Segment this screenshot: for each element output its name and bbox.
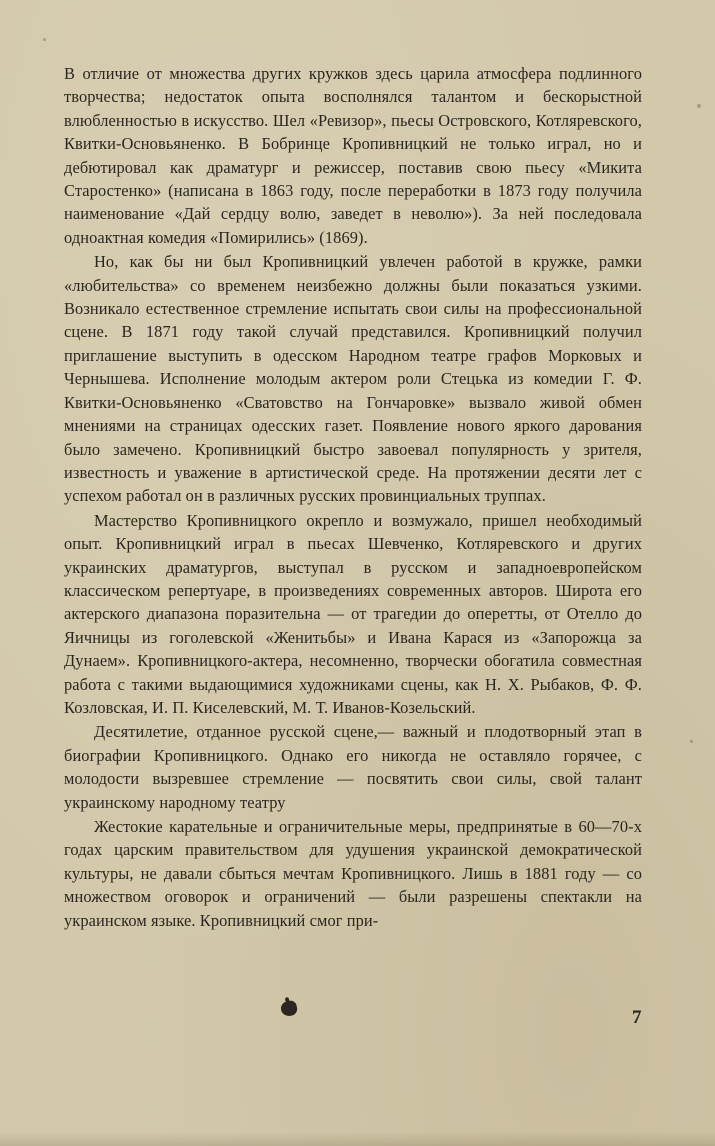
body-text	[64, 62, 642, 932]
paragraph-2: Но, как бы ни был Кропивницкий увлечен работой в кружке, рамки «любительства» со временем неизбежно должны были показаться узкими. Возникало естественное стремление испытать свои силы на профессиональной сцене. В 1871 году такой случай представился. Кропивницкий получил приглашение выступить в одесском Народном театре графов Морковых и Чернышева. Исполнение молодым актером роли Стецька из комедии Г. Ф. Квитки-Основьяненко «Сватовство на Гончаровке» вызвало живой обмен мнениями на страницах одесских газет. Появление нового яркого дарования было замечено. Кропивницкий быстро завоевал популярность у зрителя, известность и уважение в артистической среде. На протяжении десяти лет с успехом работал он в различных русских провинциальных труппах.	[64, 252, 642, 506]
paragraph-4: Десятилетие, отданное русской сцене,— важный и плодотворный этап в биографии Кропивницкого. Однако его никогда не оставляло горячее, с молодости вызревшее стремление — посвятить свои силы, свой талант украинскому народному театру	[64, 722, 642, 812]
paper-speck	[697, 104, 701, 108]
paper-speck	[690, 740, 693, 743]
paragraph-3: Мастерство Кропивницкого окрепло и возмужало, пришел необходимый опыт. Кропивницкий играл в пьесах Шевченко, Котляревского и других украинских драматургов, выступал в русском и западноевропейском классическом репертуаре, в произведениях современных авторов. Широта его актерского диапазона поразительна — от трагедии до оперетты, от Отелло до Яичницы из гоголевской «Женитьбы» и Ивана Карася из «Запорожца за Дунаем». Кропивницкого-актера, несомненно, творчески обогатила совместная работа с такими выдающимися художниками сцены, как Н. Х. Рыбаков, Ф. Ф. Козловская, И. П. Киселевский, М. Т. Иванов-Козельский.	[64, 510, 642, 717]
paragraph-5: Жестокие карательные и ограничительные меры, предпринятые в 60—70-х годах царским правительством для удушения украинской демократической культуры, не давали сбыться мечтам Кропивницкого. Лишь в 1881 году — со множеством оговорок и ограничений — были разрешены спектакли на украинском языке. Кропивницкий смог при-	[64, 817, 642, 930]
ink-blot-icon	[280, 1000, 299, 1018]
paper-speck	[43, 38, 46, 41]
page-number: 7	[632, 1007, 642, 1028]
paragraph-1: В отличие от множества других кружков здесь царила атмосфера подлинного творчества; недостаток опыта восполнялся талантом и бескорыстной влюбленностью в искусство. Шел «Ревизор», пьесы Островского, Котляревского, Квитки-Основьяненко. В Бобринце Кропивницкий не только играл, но и дебютировал как драматург и режиссер, поставив свою пьесу «Микита Старостенко» (написана в 1863 году, после переработки в 1873 году получила наименование «Дай сердцу волю, заведет в неволю»). За ней последовала одноактная комедия «Помирились» (1869).	[64, 64, 642, 247]
